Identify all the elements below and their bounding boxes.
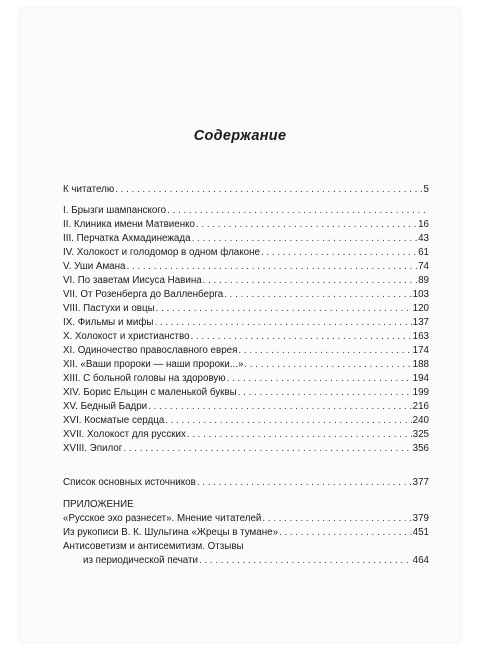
toc-entry [63, 442, 429, 456]
entry-page: 163 [412, 331, 429, 342]
entry-title: III. Перчатка Ахмадинежада [63, 233, 191, 244]
dot-leader [165, 414, 411, 428]
toc-entry [63, 372, 429, 386]
dot-leader [154, 316, 411, 330]
dot-leader [244, 358, 411, 372]
dot-leader [192, 232, 418, 246]
entry-title: Из рукописи В. К. Шульгина «Жрецы в тумане» [63, 527, 279, 538]
toc-entry [63, 330, 429, 344]
toc-entry [63, 344, 429, 358]
page-title: Содержание [193, 128, 287, 144]
entry-page: 325 [412, 429, 429, 440]
dot-leader [238, 386, 412, 400]
entry-title: VII. От Розенберга до Валленберга [63, 289, 224, 300]
entry-title: XIII. С больной головы на здоровую [63, 373, 226, 384]
entry-page: 43 [418, 233, 429, 244]
entry-title: XIV. Борис Ельцин с маленькой буквы [63, 387, 237, 398]
entry-title: VIII. Пастухи и овцы [63, 303, 155, 314]
toc-entry [63, 428, 429, 442]
dot-leader [261, 246, 417, 260]
entry-title: I. Брызги шампанского [63, 205, 167, 216]
entry-title: IX. Фильмы и мифы [63, 317, 154, 328]
dot-leader [127, 260, 418, 274]
entry-page: 216 [412, 401, 429, 412]
entry-title: XVIII. Эпилог [63, 443, 123, 454]
entry-title: «Русское эхо разнесет». Мнение читателей [63, 513, 262, 524]
dot-leader [238, 344, 411, 358]
entry-title: VI. По заветам Иисуса Навина [63, 275, 202, 286]
entry-page: 103 [412, 289, 429, 300]
toc-entry [63, 204, 429, 218]
toc-chapters [63, 204, 429, 456]
entry-page: 16 [418, 219, 429, 230]
toc-intro [63, 183, 429, 197]
entry-page: 61 [418, 247, 429, 258]
entry-page: 174 [412, 345, 429, 356]
toc-entry [63, 358, 429, 372]
toc-entry [63, 526, 429, 540]
dot-leader [123, 442, 411, 456]
toc-entry [63, 232, 429, 246]
toc-entry [63, 288, 429, 302]
dot-leader [187, 428, 412, 442]
toc-entry [63, 260, 429, 274]
entry-title: V. Уши Амана [63, 261, 126, 272]
entry-title: X. Холокост и христианство [63, 331, 190, 342]
dot-leader [227, 372, 412, 386]
entry-title: К читателю [63, 184, 115, 195]
dot-leader [196, 218, 417, 232]
toc-entry [63, 316, 429, 330]
dot-leader [199, 554, 412, 568]
entry-page: 451 [412, 527, 429, 538]
toc-entry [63, 554, 429, 568]
toc-appendix [63, 498, 429, 568]
dot-leader [224, 288, 411, 302]
entry-page: 377 [412, 477, 429, 488]
entry-page: 199 [412, 387, 429, 398]
entry-title: Список основных источников [63, 477, 196, 488]
entry-title: XII. «Ваши пророки — наши пророки...» [63, 359, 244, 370]
toc-entry [63, 476, 429, 490]
book-page [20, 8, 460, 642]
entry-title: IV. Холокост и голодомор в одном флаконе [63, 247, 260, 258]
dot-leader [148, 400, 411, 414]
toc-entry [63, 386, 429, 400]
entry-title-line2: из периодической печати [83, 555, 198, 566]
toc-entry [63, 512, 429, 526]
dot-leader [203, 274, 417, 288]
entry-page: 240 [412, 415, 429, 426]
dot-leader [167, 204, 428, 218]
appendix-heading: ПРИЛОЖЕНИЕ [63, 499, 134, 510]
entry-page: 74 [418, 261, 429, 272]
toc-sources [63, 476, 429, 490]
dot-leader [156, 302, 412, 316]
toc-entry [63, 302, 429, 316]
entry-title: II. Клиника имени Матвиенко [63, 219, 195, 230]
entry-title: XVI. Косматые сердца [63, 415, 165, 426]
entry-page: 379 [412, 513, 429, 524]
toc-entry [63, 400, 429, 414]
entry-page: 464 [412, 555, 429, 566]
entry-page: 137 [412, 317, 429, 328]
toc-entry [63, 414, 429, 428]
dot-leader [262, 512, 411, 526]
entry-page: 120 [412, 303, 429, 314]
entry-page: 356 [412, 443, 429, 454]
toc-entry [63, 274, 429, 288]
toc-entry [63, 246, 429, 260]
dot-leader [279, 526, 412, 540]
toc-entry [63, 183, 429, 197]
entry-page: 188 [412, 359, 429, 370]
entry-title: XVII. Холокост для русских [63, 429, 186, 440]
entry-page: 194 [412, 373, 429, 384]
entry-title-line1: Антисоветизм и антисемитизм. Отзывы [63, 541, 244, 552]
dot-leader [197, 476, 412, 490]
entry-title: XV. Бедный Бадри [63, 401, 148, 412]
dot-leader [191, 330, 412, 344]
entry-page: 5 [423, 184, 429, 195]
dot-leader [115, 183, 422, 197]
toc-entry [63, 218, 429, 232]
entry-page: 89 [418, 275, 429, 286]
entry-title: XI. Одиночество православного еврея [63, 345, 238, 356]
